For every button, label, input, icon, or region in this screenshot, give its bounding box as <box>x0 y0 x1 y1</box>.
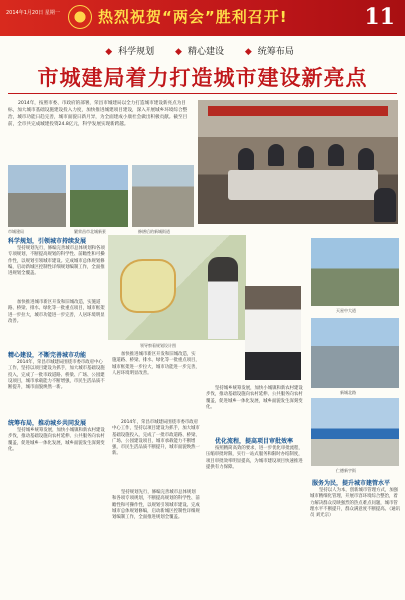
emblem-icon <box>68 5 92 29</box>
photo-caption: 天星中大道 <box>336 308 356 313</box>
planning-map-photo <box>108 235 246 340</box>
meeting-table <box>228 170 378 200</box>
photo-buildings <box>8 165 66 227</box>
banner-slogan: 热烈祝贺“两会”胜利召开! <box>98 8 288 26</box>
attendee <box>328 144 344 166</box>
diamond-icon: ◆ <box>175 47 182 57</box>
body-text: 坚持城乡统筹发展，加快小城镇和新农村建设步伐，推动基础设施向农村延伸、公共服务向农村覆盖，促进城乡一体化发展，城乡面貌发生深刻变化。 <box>8 428 105 452</box>
meeting-photo <box>198 100 398 224</box>
section-title: 统筹布局，推动城乡共同发展 <box>8 420 87 427</box>
attendee <box>268 144 284 166</box>
photo-street-view <box>311 398 399 466</box>
attendee <box>238 148 254 170</box>
body-text: 坚持规划先行，修编完善城市总体规划和各项专项规划，不断提高规划的科学性、前瞻性和可操作性，以规划引领城市建设。完成城市总体规划修编，启动新城区控制性详细规划编制工作，全面推进规划全覆盖。 <box>8 246 105 277</box>
page-number: 11 <box>364 4 395 30</box>
diamond-icon: ◆ <box>105 47 113 57</box>
photo-road <box>132 165 194 227</box>
issue-date: 2014年1月20日 星期一 <box>6 10 60 16</box>
photo-caption: 市城建局 <box>8 229 24 234</box>
body-text: 2014年，荣昌市城建局围绕市委市政府中心工作，坚持以项目建设为抓手，加大城市基础设施投入，完成了一批市政道路、桥梁、广场、公园建设项目，城市承载能力不断增强，市民生活品质不断提升，城市面貌焕然一新。 <box>112 420 200 457</box>
meeting-banner <box>208 106 388 116</box>
body-text: 坚持规划先行，修编完善城市总体规划和各项专项规划，不断提高规划的科学性、前瞻性和可操作性，以规划引领城市建设。完成城市总体规划修编，启动新城区控制性详细规划编制工作，全面推进规划全覆盖。 <box>112 490 200 521</box>
headline: 市城建局着力打造城市建设新亮点 <box>37 65 368 90</box>
tag-line <box>0 44 405 57</box>
body-text: 按照精简高效的要求，进一步优化审批流程，压缩审批时限，实行一站式服务和限时办结制度，项目审批效率明显提高，为城市建设项目快速推进提供有力保障。 <box>206 446 303 470</box>
diamond-icon: ◆ <box>244 47 252 57</box>
top-banner <box>0 0 405 36</box>
photo-north-road <box>311 318 399 388</box>
section-title: 服务为民，提升城市建管水平 <box>312 480 391 487</box>
photo-caption: 领导察看规划设计图 <box>140 343 176 348</box>
tag-item: ◆ 统筹布局 <box>244 47 294 57</box>
photo-caption: 繁荣昌市北城新景 <box>74 229 106 234</box>
body-text: 加快推进城市新区开发和旧城改造，实施道路、桥梁、排水、绿化等一批重点项目，城市框架进一步拉大，城市功能进一步完善，人居环境明显改善。 <box>112 352 200 376</box>
tag-item: ◆ 科学规划 <box>105 47 155 57</box>
section-title: 优化流程，提高项目审批效率 <box>215 438 294 445</box>
section-title: 精心建设，不断完善城市功能 <box>8 352 87 359</box>
body-text: 2014年，荣昌市城建局围绕市委市政府中心工作，坚持以项目建设为抓手，加大城市基础设施投入，完成了一批市政道路、桥梁、广场、公园建设项目，城市承载能力不断增强，市民生活品质不断提升，城市面貌焕然一新。 <box>8 360 105 391</box>
body-text: 坚持以人为本，创新城市管理方式，加强城市精细化管理，开展市容环境综合整治，着力解决群众反映强烈的热点难点问题，城市管理水平不断提升，群众满意度不断提高。（通讯员 刘光宗） <box>310 488 401 519</box>
divider <box>8 93 397 94</box>
photo-street <box>70 165 128 227</box>
photo-caption: 修缮后的新城街道 <box>138 229 170 234</box>
attendee <box>298 146 314 168</box>
official-figure <box>208 257 238 339</box>
section-title: 科学规划，引领城市持续发展 <box>8 238 87 245</box>
attendee <box>358 148 374 170</box>
lead-paragraph: 2014年，按照市委、市政府的部署，荣昌市城建局以全力打造城市建设新亮点为目标，加大城市基础设施建设投入力度，加快推进城建项目建设，深入开展城乡环境综合整治，城市功能日趋完善，城市面貌日新月异，为全面建成小康社会做出积极贡献。截至目前，全市共完成城建投资24.8亿元，科学发展实现新跨越。 <box>8 101 188 127</box>
body-text: 坚持城乡统筹发展，加快小城镇和新农村建设步伐，推动基础设施向农村延伸、公共服务向农村覆盖，促进城乡一体化发展，城乡面貌发生深刻变化。 <box>206 386 303 410</box>
body-text: 加快推进城市新区开发和旧城改造，实施道路、桥梁、排水、绿化等一批重点项目，城市框架进一步拉大，城市功能进一步完善，人居环境明显改善。 <box>8 300 105 324</box>
attendee <box>374 188 396 222</box>
tag-item: ◆ 精心建设 <box>175 47 224 57</box>
photo-caption: 仁德新宇街 <box>336 468 356 473</box>
official-photo <box>245 286 301 380</box>
photo-caption: 新城北路 <box>340 390 356 395</box>
photo-avenue <box>311 238 399 306</box>
map-area <box>120 259 176 313</box>
